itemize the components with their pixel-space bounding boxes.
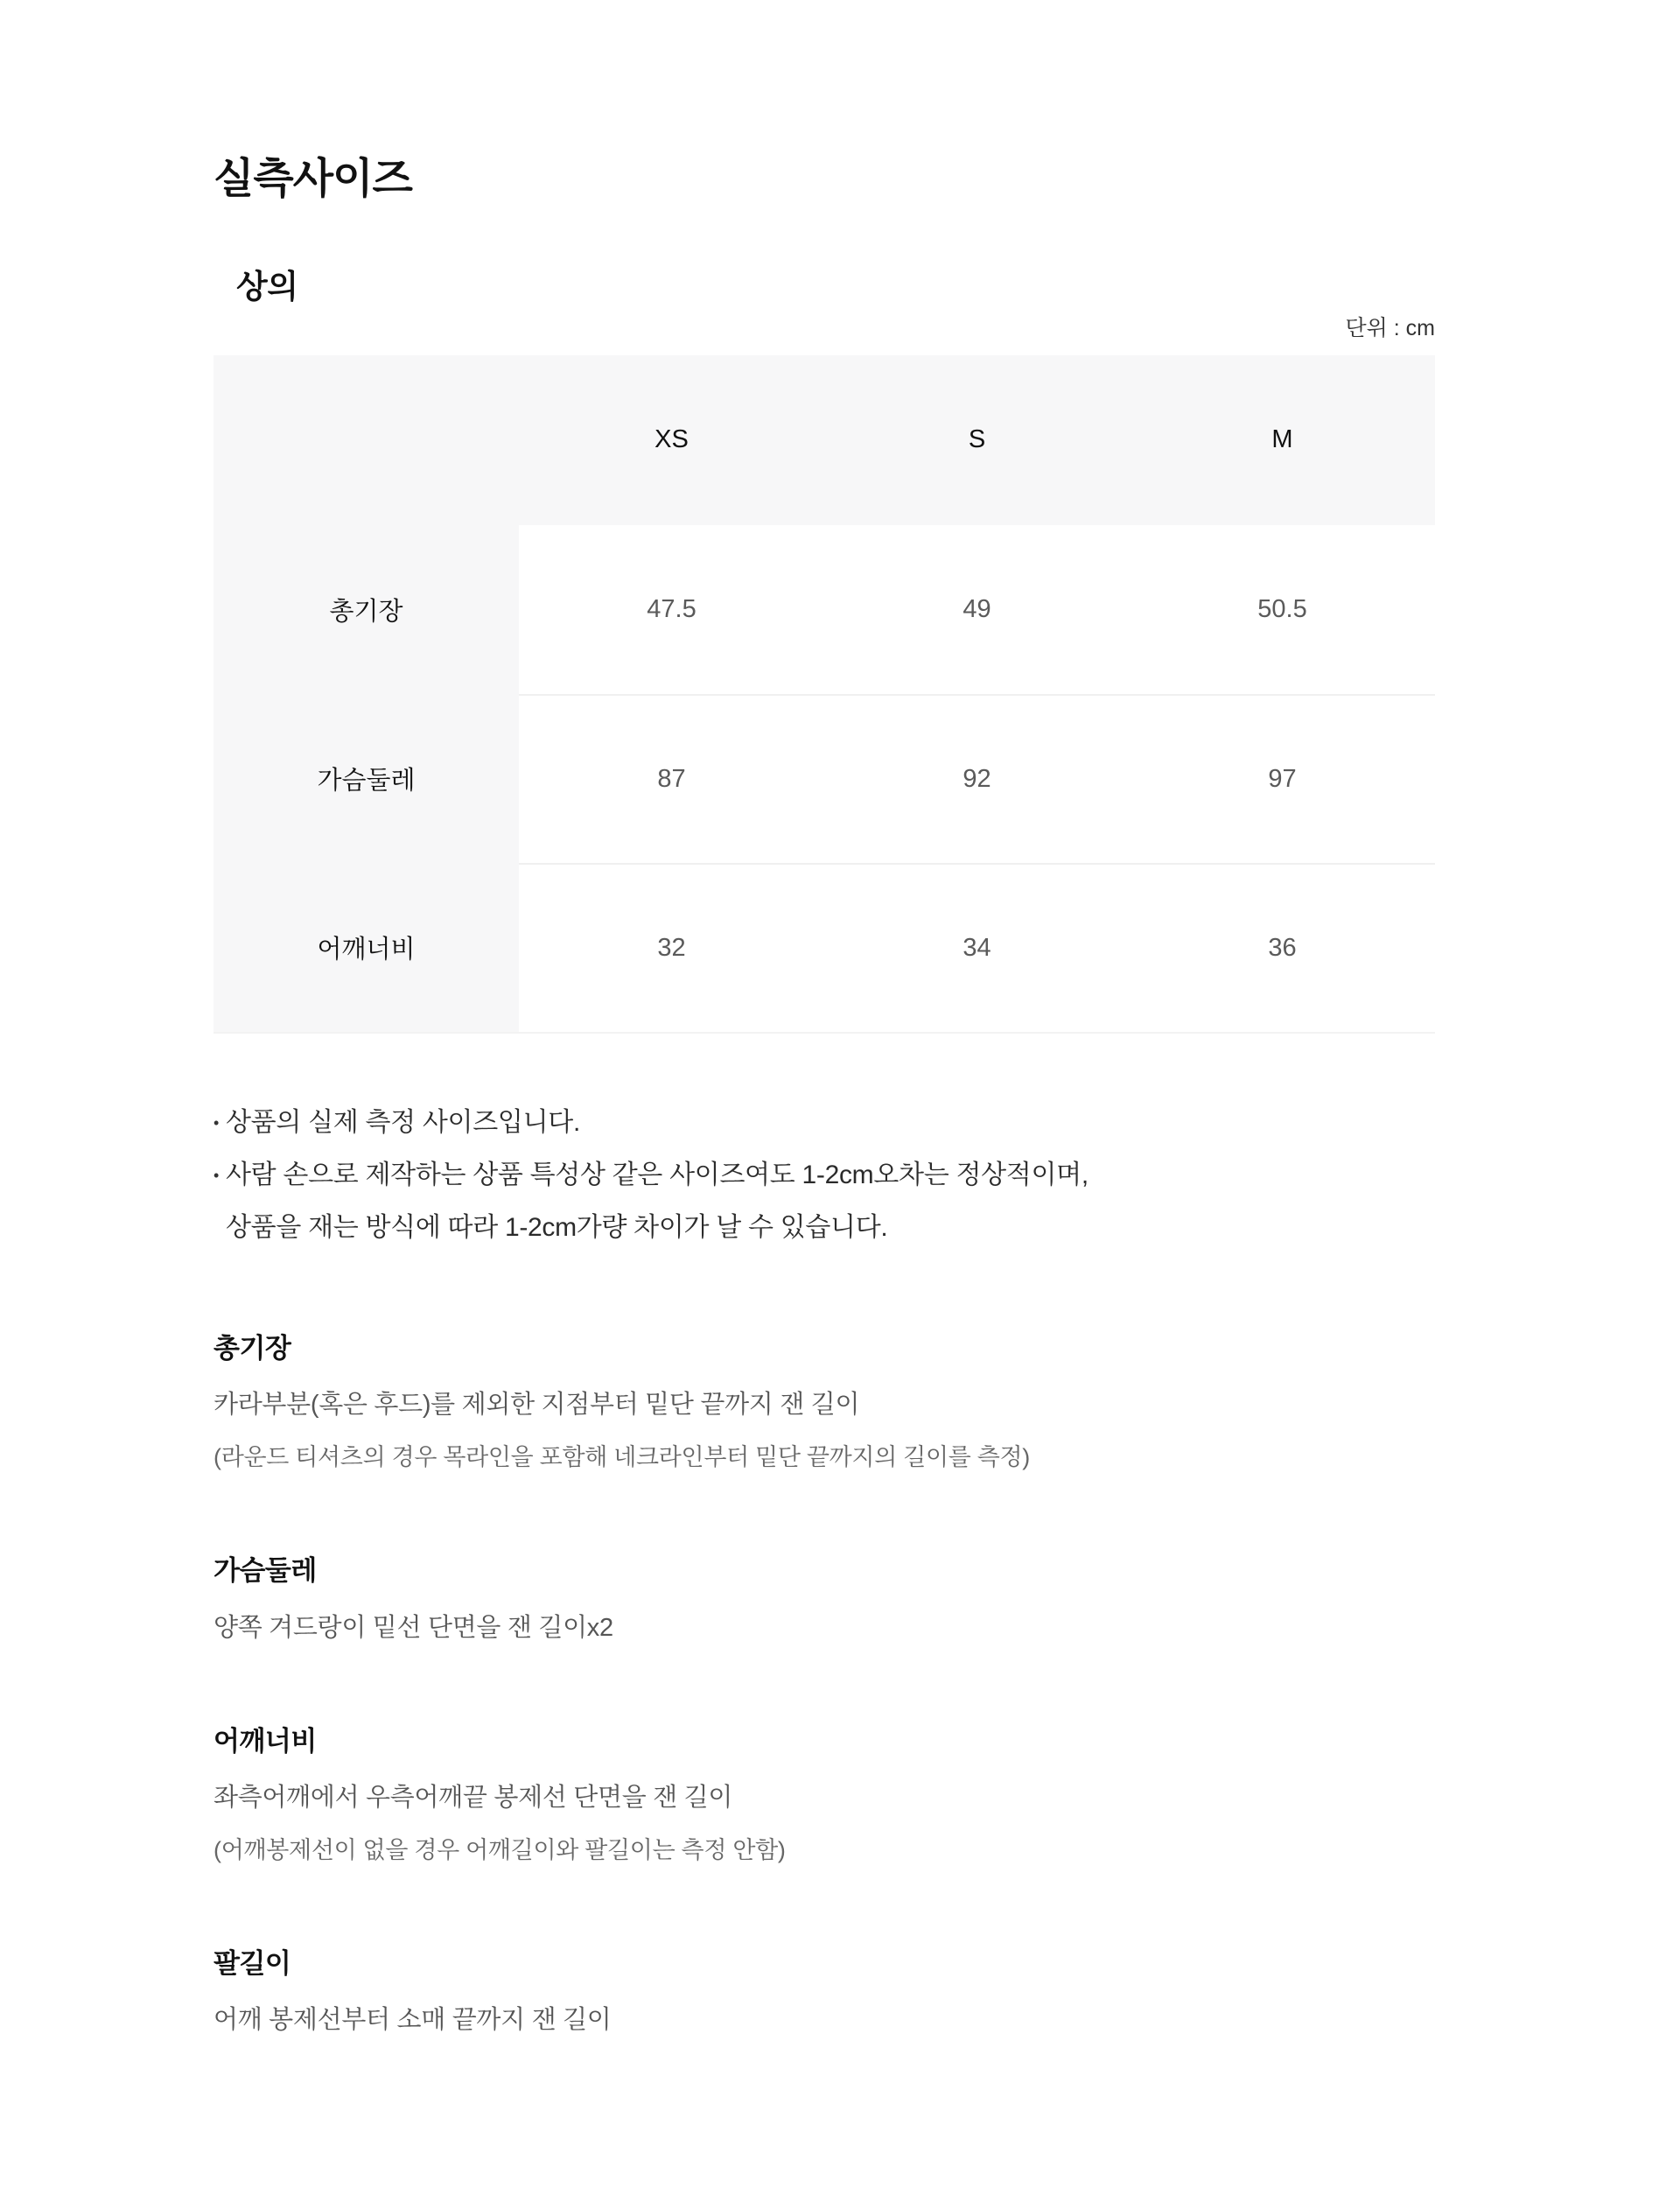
size-table (214, 355, 1435, 1034)
note-text: 상품의 실제 측정 사이즈입니다. (226, 1107, 580, 1137)
bullet-dot-icon: • (214, 1113, 220, 1132)
size-row-label-chest: 가슴둘레 (214, 694, 519, 863)
note-text: 상품을 재는 방식에 따라 1-2cm가량 차이가 날 수 있습니다. (226, 1212, 888, 1242)
definition-term: 어깨너비 (214, 1725, 317, 1757)
definition-term: 팔길이 (214, 1947, 291, 1979)
definition-sleeve (214, 1946, 1466, 2046)
definition-term: 가슴둘레 (214, 1555, 317, 1587)
definition-description: 좌측어깨에서 우측어깨끝 봉제선 단면을 잰 길이 (214, 1783, 733, 1812)
size-col-header-m: M (1130, 355, 1435, 525)
size-value-cell: 92 (824, 694, 1130, 863)
note-text: 사람 손으로 제작하는 상품 특성상 같은 사이즈여도 1-2cm오차는 정상적이며, (226, 1160, 1088, 1189)
definition-description: 양쪽 겨드랑이 밑선 단면을 잰 길이x2 (214, 1613, 613, 1642)
definition-chest (214, 1553, 1466, 1653)
size-value-cell: 34 (824, 863, 1130, 1032)
size-value-cell: 36 (1130, 863, 1435, 1032)
size-value-cell: 87 (519, 694, 824, 863)
section-subtitle-top: 상의 (236, 268, 298, 305)
size-value-cell: 50.5 (1130, 525, 1435, 694)
measurement-definitions (214, 1331, 1466, 2169)
definition-note: (어깨봉제선이 없을 경우 어깨길이와 팔길이는 측정 안함) (214, 1836, 786, 1863)
bullet-dot-icon: • (214, 1166, 220, 1184)
definition-term: 총기장 (214, 1332, 291, 1364)
notes-list (214, 1097, 1466, 1254)
size-value-cell: 97 (1130, 694, 1435, 863)
note-item (214, 1097, 1466, 1149)
size-row-label-total-length: 총기장 (214, 525, 519, 694)
definition-total-length (214, 1331, 1466, 1483)
size-col-header-xs: XS (519, 355, 824, 525)
definition-note: (라운드 티셔츠의 경우 목라인을 포함해 네크라인부터 밑단 끝까지의 길이를 측정) (214, 1444, 1031, 1471)
unit-label: 단위 : cm (1345, 315, 1435, 340)
size-table-corner-cell (214, 355, 519, 525)
size-row-label-shoulder: 어깨너비 (214, 863, 519, 1032)
size-col-header-s: S (824, 355, 1130, 525)
definition-description: 어깨 봉제선부터 소매 끝까지 잰 길이 (214, 2006, 612, 2035)
note-item (214, 1149, 1466, 1254)
size-value-cell: 49 (824, 525, 1130, 694)
definition-description: 카라부분(혹은 후드)를 제외한 지점부터 밑단 끝까지 잰 길이 (214, 1391, 860, 1420)
page-title: 실측사이즈 (214, 156, 412, 202)
size-value-cell: 47.5 (519, 525, 824, 694)
definition-shoulder (214, 1724, 1466, 1876)
size-value-cell: 32 (519, 863, 824, 1032)
